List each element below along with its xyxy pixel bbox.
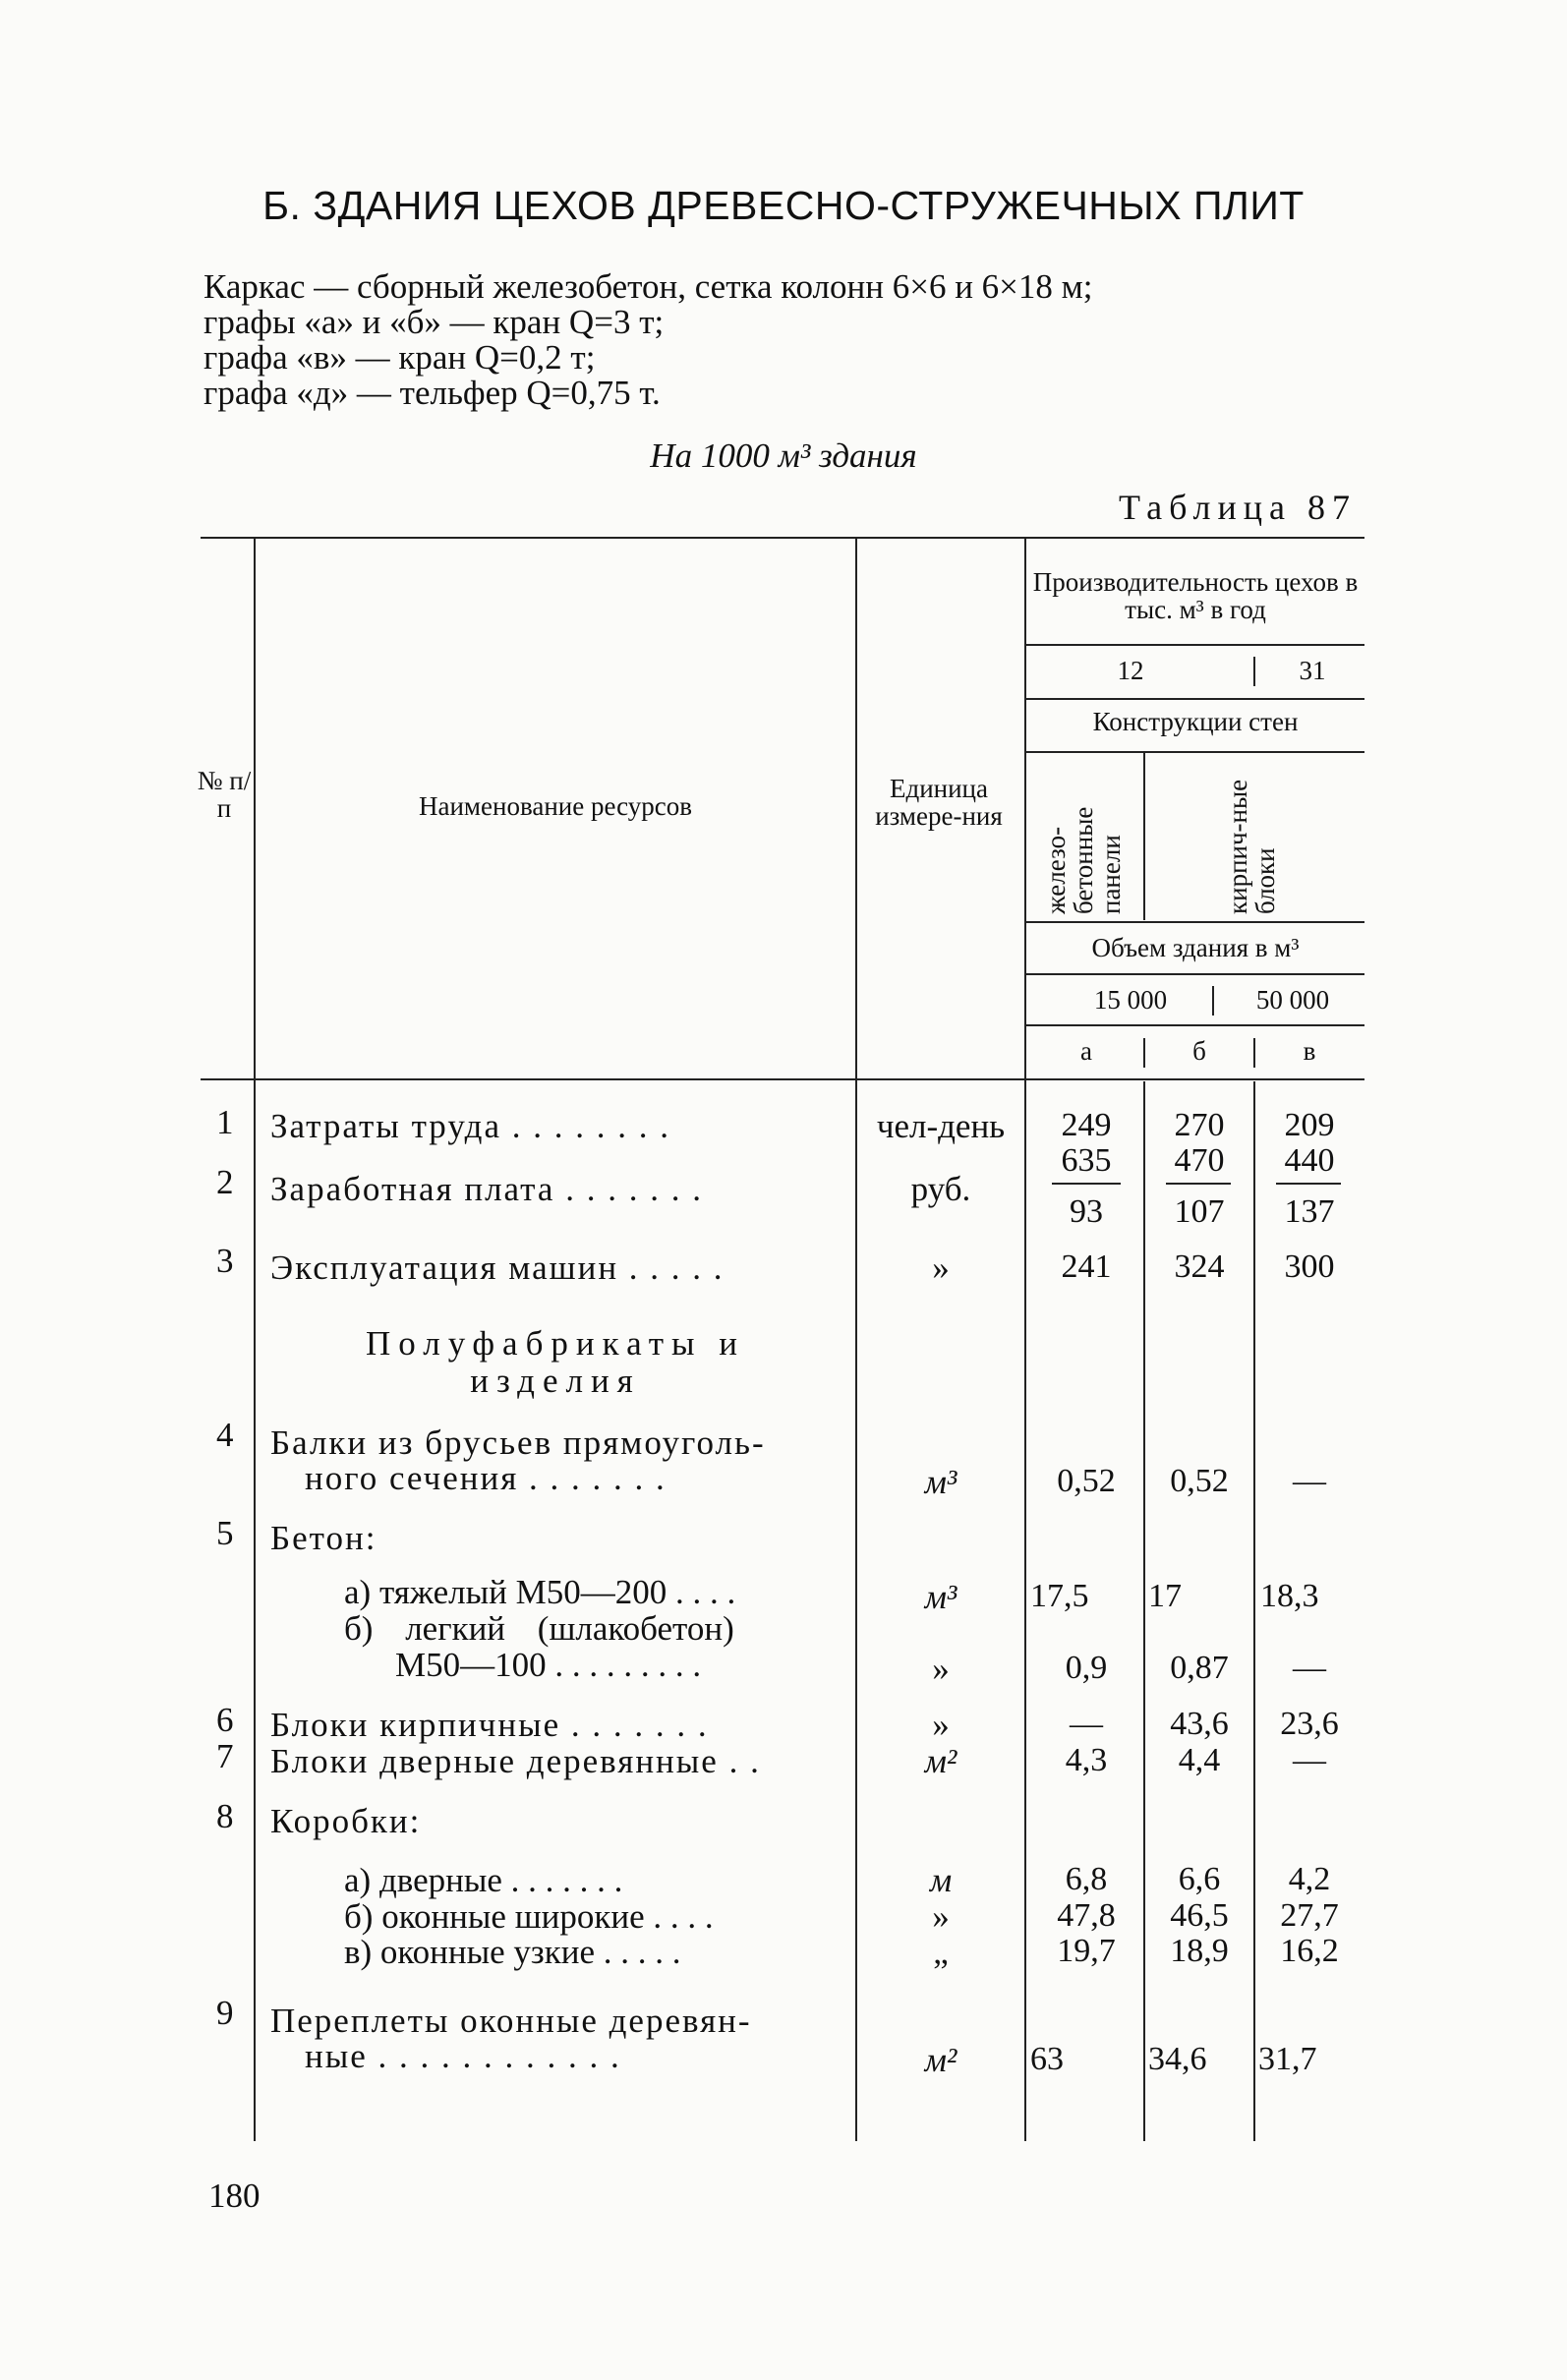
row-name: Эксплуатация машин . . . . . — [270, 1248, 725, 1287]
row-name: а) дверные . . . . . . . — [344, 1861, 623, 1899]
row-number: 9 — [216, 1994, 234, 2032]
header-unit: Единица измере-ния — [875, 774, 1003, 831]
cell-a: 0,52 — [1057, 1463, 1116, 1499]
row-unit: » — [932, 1248, 950, 1287]
row-name: б) легкий (шлакобетон) — [344, 1609, 734, 1648]
header-name: Наименование ресурсов — [419, 791, 692, 821]
row-number: 8 — [216, 1797, 234, 1835]
row-unit: м³ — [924, 1463, 958, 1501]
row-number: 2 — [216, 1163, 234, 1201]
row-unit: „ — [933, 1933, 949, 1971]
header-col-b: б — [1192, 1036, 1206, 1066]
row-name: Балки из брусьев прямоуголь- — [270, 1423, 766, 1462]
cell-v: 209 — [1284, 1107, 1335, 1143]
header-walls: Конструкции стен — [1092, 707, 1299, 736]
cell-a-bottom: 93 — [1070, 1193, 1103, 1230]
cell-a: 6,8 — [1065, 1861, 1108, 1897]
row-name: б) оконные широкие . . . . — [344, 1897, 714, 1936]
row-unit: м — [929, 1861, 953, 1899]
header-col-a: а — [1080, 1036, 1092, 1066]
header-col-v: в — [1303, 1036, 1316, 1066]
row-unit: » — [932, 1897, 950, 1936]
cell-v: 18,3 — [1260, 1578, 1319, 1614]
cell-a: 0,9 — [1065, 1650, 1108, 1686]
row-unit: м³ — [924, 1578, 958, 1616]
cell-b: 6,6 — [1178, 1861, 1221, 1897]
cell-v: 31,7 — [1258, 2041, 1317, 2077]
table-number: Таблица 87 — [1119, 488, 1357, 527]
header-productivity: Производительность цехов в тыс. м³ в год — [1032, 567, 1359, 624]
col-divider-unit — [1024, 539, 1026, 2141]
cell-b: 324 — [1174, 1248, 1225, 1285]
header-prod-31: 31 — [1299, 656, 1326, 685]
header-volume: Объем здания в м³ — [1091, 933, 1300, 962]
cell-b: 0,87 — [1170, 1650, 1229, 1686]
cell-v: 23,6 — [1280, 1706, 1339, 1742]
cell-b: 34,6 — [1148, 2041, 1207, 2077]
cell-a: — — [1070, 1706, 1103, 1742]
cell-b: 46,5 — [1170, 1897, 1229, 1934]
header-vol-15000: 15 000 — [1093, 985, 1168, 1015]
cell-v: — — [1293, 1650, 1326, 1686]
header-rule — [1026, 1024, 1364, 1026]
header-rule — [1026, 698, 1364, 700]
row-name: Затраты труда . . . . . . . . — [270, 1107, 670, 1145]
fraction-bar — [1276, 1183, 1341, 1185]
cell-v: — — [1293, 1742, 1326, 1778]
header-rule — [1026, 921, 1364, 923]
row-unit: чел-день — [876, 1107, 1006, 1145]
cell-v-top: 440 — [1284, 1142, 1335, 1179]
header-divider — [1143, 1038, 1145, 1068]
cell-b: 17 — [1148, 1578, 1182, 1614]
page-number: 180 — [208, 2177, 261, 2215]
row-unit: » — [932, 1706, 950, 1744]
cell-b: 270 — [1174, 1107, 1225, 1143]
cell-a: 47,8 — [1057, 1897, 1116, 1934]
section-heading: Полуфабрикаты и — [365, 1324, 746, 1363]
cell-v: 27,7 — [1280, 1897, 1339, 1934]
row-name: Бетон: — [270, 1519, 377, 1557]
intro-line: графы «а» и «б» — кран Q=3 т; — [203, 303, 665, 341]
row-number: 6 — [216, 1701, 234, 1739]
table-top-rule — [201, 537, 1364, 539]
cell-a: 63 — [1030, 2041, 1064, 2077]
cell-a: 249 — [1061, 1107, 1112, 1143]
cell-b: 18,9 — [1170, 1933, 1229, 1969]
cell-a: 17,5 — [1030, 1578, 1089, 1614]
header-divider — [1253, 1038, 1255, 1068]
row-unit: м² — [924, 1742, 958, 1780]
cell-a-top: 635 — [1061, 1142, 1112, 1179]
fraction-bar — [1166, 1183, 1231, 1185]
header-no: № п/п — [197, 766, 252, 823]
header-wall-rc: железо-бетонные панели — [1041, 806, 1126, 914]
header-prod-12: 12 — [1117, 656, 1144, 685]
header-rule — [1026, 644, 1364, 646]
col-divider-b — [1143, 1081, 1145, 2141]
row-name: Блоки дверные деревянные . . — [270, 1742, 761, 1780]
cell-b: 4,4 — [1178, 1742, 1221, 1778]
fraction-bar — [1052, 1183, 1121, 1185]
row-number: 1 — [216, 1103, 234, 1141]
row-name: в) оконные узкие . . . . . — [344, 1933, 681, 1971]
intro-line: графа «д» — тельфер Q=0,75 т. — [203, 374, 661, 412]
cell-a: 19,7 — [1057, 1933, 1116, 1969]
cell-b-top: 470 — [1174, 1142, 1225, 1179]
intro-line: Каркас — сборный железобетон, сетка колонн 6×6 и 6×18 м; — [203, 267, 1093, 306]
cell-a: 4,3 — [1065, 1742, 1108, 1778]
cell-v: 4,2 — [1288, 1861, 1331, 1897]
section-heading: изделия — [470, 1362, 641, 1400]
cell-b: 0,52 — [1170, 1463, 1229, 1499]
cell-v: 16,2 — [1280, 1933, 1339, 1969]
cell-b: 43,6 — [1170, 1706, 1229, 1742]
cell-v: — — [1293, 1463, 1326, 1499]
section-title: Б. ЗДАНИЯ ЦЕХОВ ДРЕВЕСНО-СТРУЖЕЧНЫХ ПЛИТ — [262, 183, 1305, 228]
header-vol-50000: 50 000 — [1255, 985, 1330, 1015]
row-name: Переплеты оконные деревян- — [270, 2002, 752, 2040]
header-wall-brick: кирпич-ные блоки — [1223, 779, 1280, 914]
header-bottom-rule — [201, 1078, 1364, 1080]
header-divider — [1253, 657, 1255, 686]
header-rule — [1026, 973, 1364, 975]
row-unit: » — [932, 1650, 950, 1688]
header-divider — [1212, 986, 1214, 1016]
row-number: 5 — [216, 1514, 234, 1552]
cell-v-bottom: 137 — [1284, 1193, 1335, 1230]
row-name: а) тяжелый М50—200 . . . . — [344, 1573, 736, 1611]
table-subtitle: На 1000 м³ здания — [650, 436, 917, 475]
row-name: Заработная плата . . . . . . . — [270, 1170, 703, 1208]
header-divider — [1143, 753, 1145, 920]
intro-text — [203, 269, 1093, 411]
header-rule — [1026, 751, 1364, 753]
cell-a: 241 — [1061, 1248, 1112, 1285]
cell-v: 300 — [1284, 1248, 1335, 1285]
row-number: 4 — [216, 1416, 234, 1454]
row-number: 3 — [216, 1242, 234, 1280]
row-name: Блоки кирпичные . . . . . . . — [270, 1706, 709, 1744]
row-unit: м² — [924, 2041, 958, 2079]
row-unit: руб. — [910, 1170, 971, 1208]
intro-line: графа «в» — кран Q=0,2 т; — [203, 338, 596, 377]
row-name: ные . . . . . . . . . . . . — [305, 2037, 621, 2075]
col-divider-name — [855, 539, 857, 2141]
row-number: 7 — [216, 1737, 234, 1775]
row-name: ного сечения . . . . . . . — [305, 1459, 667, 1497]
row-name: М50—100 . . . . . . . . . — [395, 1646, 702, 1684]
row-name: Коробки: — [270, 1802, 422, 1840]
cell-b-bottom: 107 — [1174, 1193, 1225, 1230]
